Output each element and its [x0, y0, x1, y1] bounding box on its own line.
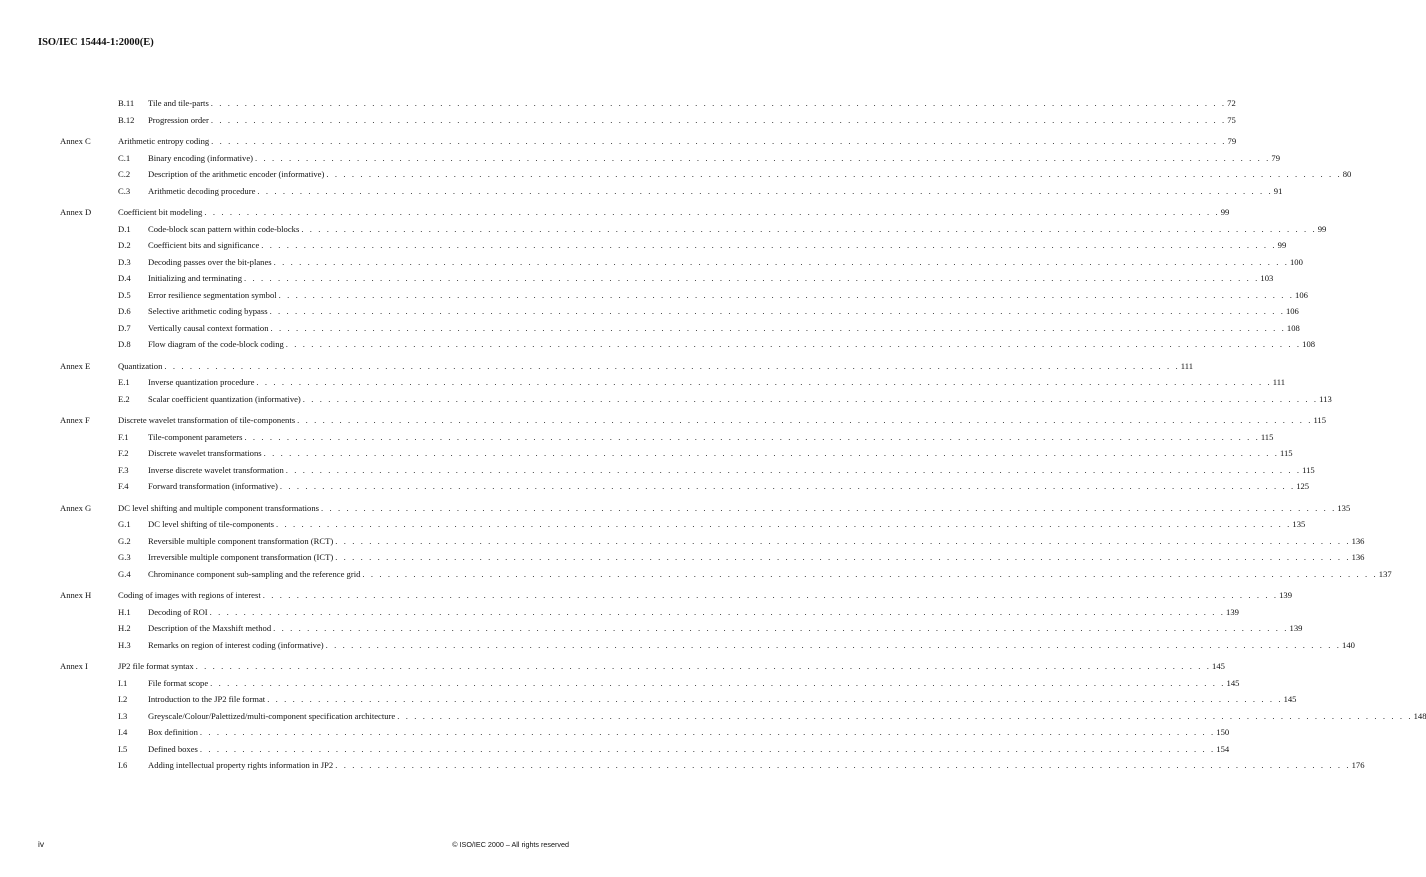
dot-leader: . . . . . . . . . . . . . . . . . . . . . . . . . . . . . . . . . . . . . . . . . . . . . . . . . . . . . . . . . . . . . . . . . . . . . . . . . . . . . . . . . . . . . . . . . . . . . . . . . . . . . . . . . . . . . . . . . . . . . . . .: [362, 568, 1378, 579]
section-number: D.2: [118, 240, 131, 250]
toc-page-number: 139: [1289, 623, 1303, 633]
section-number: E.1: [118, 377, 130, 387]
dot-leader: . . . . . . . . . . . . . . . . . . . . . . . . . . . . . . . . . . . . . . . . . . . . . . . . . . . . . . . . . . . . . . . . . . . . . . . . . . . . . . . . . . . . . . . . . . . . . . . . . . . . . . . . . . . . . . . . . . . . . . . .: [210, 114, 1227, 125]
toc-entry-link[interactable]: [118, 360, 1194, 371]
toc-page-number: 106: [1285, 306, 1299, 316]
annex-label: Annex C: [60, 136, 91, 146]
toc-page-number: 137: [1378, 568, 1392, 579]
dot-leader: . . . . . . . . . . . . . . . . . . . . . . . . . . . . . . . . . . . . . . . . . . . . . . . . . . . . . . . . . . . . . . . . . . . . . . . . . . . . . . . . . . . . . . . . . . . . . . . . . . . . . . . . . . . . . . . . . . . . . . . .: [326, 169, 1342, 179]
toc-page-number: 99: [1277, 240, 1287, 250]
dot-leader: . . . . . . . . . . . . . . . . . . . . . . . . . . . . . . . . . . . . . . . . . . . . . . . . . . . . . . . . . . . . . . . . . . . . . . . . . . . . . . . . . . . . . . . . . . . . . . . . . . . . . . . . . . . . . . . . . . . . . . . .: [297, 415, 1313, 425]
toc-subsection-row: [0, 392, 1332, 409]
dot-leader: . . . . . . . . . . . . . . . . . . . . . . . . . . . . . . . . . . . . . . . . . . . . . . . . . . . . . . . . . . . . . . . . . . . . . . . . . . . . . . . . . . . . . . . . . . . . . . . . . . . . . . . . . . . . . . . . . . . . . . . .: [164, 360, 1180, 371]
section-number: F.1: [118, 431, 129, 442]
toc-page-number: 80: [1342, 169, 1352, 179]
toc-entry-link[interactable]: [148, 223, 1327, 234]
toc-entry-title: JP2 file format syntax: [118, 661, 194, 671]
toc-entry-title: Forward transformation (informative): [148, 481, 278, 491]
dot-leader: . . . . . . . . . . . . . . . . . . . . . . . . . . . . . . . . . . . . . . . . . . . . . . . . . . . . . . . . . . . . . . . . . . . . . . . . . . . . . . . . . . . . . . . . . . . . . . . . . . . . . . . . . . . . . . . . . . . . . . . .: [320, 502, 1337, 513]
toc-page-number: 108: [1286, 322, 1300, 333]
toc-entry-title: Reversible multiple component transformation (RCT): [148, 535, 334, 546]
toc-entry-title: Remarks on region of interest coding (informative): [148, 639, 324, 650]
toc-entry-link[interactable]: [118, 136, 1237, 146]
section-number: F.3: [118, 464, 129, 475]
dot-leader: . . . . . . . . . . . . . . . . . . . . . . . . . . . . . . . . . . . . . . . . . . . . . . . . . . . . . . . . . . . . . . . . . . . . . . . . . . . . . . . . . . . . . . . . . . . . . . . . . . . . . . . . . . . . . . . . . . . . . . . .: [285, 339, 1302, 349]
dot-leader: . . . . . . . . . . . . . . . . . . . . . . . . . . . . . . . . . . . . . . . . . . . . . . . . . . . . . . . . . . . . . . . . . . . . . . . . . . . . . . . . . . . . . . . . . . . . . . . . . . . . . . . . . . . . . . . . . . . . . . . .: [210, 98, 1227, 108]
toc-entry-title: Initializing and terminating: [148, 273, 243, 283]
toc-entry-title: Code-block scan pattern within code-blocks: [148, 223, 300, 234]
toc-entry-title: Coefficient bits and significance: [148, 240, 260, 250]
toc-page-number: 150: [1216, 727, 1230, 737]
dot-leader: . . . . . . . . . . . . . . . . . . . . . . . . . . . . . . . . . . . . . . . . . . . . . . . . . . . . . . . . . . . . . . . . . . . . . . . . . . . . . . . . . . . . . . . . . . . . . . . . . . . . . . . . . . . . . . . . . . . . . . . .: [273, 256, 1289, 267]
toc-page-number: 115: [1313, 415, 1327, 425]
toc-page-number: 106: [1295, 289, 1308, 300]
toc-entry-title: Inverse quantization procedure: [148, 377, 255, 387]
toc-entry-title: Tile-component parameters: [148, 431, 243, 442]
toc-annex-row: [0, 588, 1292, 605]
section-number: G.4: [118, 568, 131, 579]
toc-page-number: 115: [1302, 464, 1315, 475]
toc-entry-link[interactable]: [148, 464, 1315, 475]
toc-annex-row: [0, 205, 1230, 222]
toc-entry-title: File format scope: [148, 677, 209, 688]
section-number: I.6: [118, 760, 128, 770]
toc-entry-link[interactable]: [148, 377, 1286, 387]
annex-label: Annex E: [60, 360, 91, 371]
dot-leader: . . . . . . . . . . . . . . . . . . . . . . . . . . . . . . . . . . . . . . . . . . . . . . . . . . . . . . . . . . . . . . . . . . . . . . . . . . . . . . . . . . . . . . . . . . . . . . . . . . . . . . . . . . . . . . . . . . . . . . . .: [279, 481, 1296, 491]
toc-annex-row: [0, 501, 1351, 518]
toc-entry-link[interactable]: [148, 339, 1316, 349]
toc-entry-title: Description of the arithmetic encoder (informative): [148, 169, 325, 179]
toc-annex-row: [0, 359, 1194, 376]
toc-entry-title: Scalar coefficient quantization (informative): [148, 393, 301, 404]
toc-entry-title: Box definition: [148, 727, 198, 737]
toc-annex-row: [0, 134, 1237, 151]
toc-entry-title: Arithmetic decoding procedure: [148, 185, 256, 196]
toc-subsection-row: [0, 271, 1274, 288]
dot-leader: . . . . . . . . . . . . . . . . . . . . . . . . . . . . . . . . . . . . . . . . . . . . . . . . . . . . . . . . . . . . . . . . . . . . . . . . . . . . . . . . . . . . . . . . . . . . . . . . . . . . . . . . . . . . . . . . . . . . . . . .: [269, 306, 1285, 316]
toc-entry-link[interactable]: [148, 306, 1299, 316]
section-number: F.2: [118, 448, 129, 458]
toc-entry-title: Defined boxes: [148, 743, 198, 754]
dot-leader: . . . . . . . . . . . . . . . . . . . . . . . . . . . . . . . . . . . . . . . . . . . . . . . . . . . . . . . . . . . . . . . . . . . . . . . . . . . . . . . . . . . . . . . . . . . . . . . . . . . . . . . . . . . . . . . . . . . . . . . .: [255, 152, 1271, 163]
toc-subsection-row: [0, 304, 1299, 321]
toc-page-number: 145: [1283, 694, 1297, 704]
toc-entry-title: Irreversible multiple component transformation (ICT): [148, 552, 334, 562]
toc-page-number: 140: [1342, 639, 1355, 650]
toc-subsection-row: [0, 430, 1274, 447]
toc-entry-title: Binary encoding (informative): [148, 152, 254, 163]
section-number: G.2: [118, 535, 131, 546]
dot-leader: . . . . . . . . . . . . . . . . . . . . . . . . . . . . . . . . . . . . . . . . . . . . . . . . . . . . . . . . . . . . . . . . . . . . . . . . . . . . . . . . . . . . . . . . . . . . . . . . . . . . . . . . . . . . . . . . . . . . . . . .: [263, 448, 1279, 458]
toc-page-number: 139: [1226, 606, 1239, 617]
toc-page-number: 176: [1351, 760, 1365, 770]
toc-page-number: 115: [1279, 448, 1293, 458]
annex-label: Annex I: [60, 661, 88, 671]
toc-entry-title: Selective arithmetic coding bypass: [148, 306, 268, 316]
toc-entry-link[interactable]: [148, 322, 1300, 333]
toc-subsection-row: [0, 676, 1240, 693]
section-number: D.8: [118, 339, 131, 349]
toc-entry-link[interactable]: [148, 710, 1426, 721]
toc-entry-link[interactable]: [118, 502, 1351, 513]
toc-subsection-row: [0, 238, 1287, 255]
toc-entry-link[interactable]: [148, 185, 1283, 196]
toc-entry-link[interactable]: [118, 207, 1230, 217]
dot-leader: . . . . . . . . . . . . . . . . . . . . . . . . . . . . . . . . . . . . . . . . . . . . . . . . . . . . . . . . . . . . . . . . . . . . . . . . . . . . . . . . . . . . . . . . . . . . . . . . . . . . . . . . . . . . . . . . . . . . . . . .: [301, 223, 1317, 234]
dot-leader: . . . . . . . . . . . . . . . . . . . . . . . . . . . . . . . . . . . . . . . . . . . . . . . . . . . . . . . . . . . . . . . . . . . . . . . . . . . . . . . . . . . . . . . . . . . . . . . . . . . . . . . . . . . . . . . . . . . . . . . .: [257, 185, 1273, 196]
toc-page-number: 72: [1227, 98, 1236, 108]
toc-entry-title: DC level shifting and multiple component transformations: [118, 502, 319, 513]
toc-page-number: 75: [1227, 114, 1236, 125]
toc-subsection-row: [0, 567, 1392, 584]
toc-subsection-row: [0, 337, 1316, 354]
dot-leader: . . . . . . . . . . . . . . . . . . . . . . . . . . . . . . . . . . . . . . . . . . . . . . . . . . . . . . . . . . . . . . . . . . . . . . . . . . . . . . . . . . . . . . . . . . . . . . . . . . . . . . . . . . . . . . . . . . . . . . . .: [244, 431, 1260, 442]
toc-entry-link[interactable]: [148, 114, 1236, 125]
toc-page-number: 125: [1296, 481, 1310, 491]
toc-subsection-row: [0, 638, 1355, 655]
dot-leader: . . . . . . . . . . . . . . . . . . . . . . . . . . . . . . . . . . . . . . . . . . . . . . . . . . . . . . . . . . . . . . . . . . . . . . . . . . . . . . . . . . . . . . . . . . . . . . . . . . . . . . . . . . . . . . . . . . . . . . . .: [335, 535, 1351, 546]
toc-subsection-row: [0, 375, 1286, 392]
toc-entry-title: Chrominance component sub-sampling and the reference grid: [148, 568, 361, 579]
section-number: D.7: [118, 322, 131, 333]
toc-entry-link[interactable]: [148, 552, 1365, 562]
copyright-notice: © ISO/IEC 2000 – All rights reserved: [452, 840, 569, 849]
toc-entry-title: Arithmetic entropy coding: [118, 136, 210, 146]
toc-page-number: 136: [1351, 535, 1365, 546]
toc-page-number: 99: [1317, 223, 1327, 234]
dot-leader: . . . . . . . . . . . . . . . . . . . . . . . . . . . . . . . . . . . . . . . . . . . . . . . . . . . . . . . . . . . . . . . . . . . . . . . . . . . . . . . . . . . . . . . . . . . . . . . . . . . . . . . . . . . . . . . . . . . . . . . .: [199, 727, 1216, 737]
toc-entry-title: Coefficient bit modeling: [118, 207, 203, 217]
section-number: G.3: [118, 552, 131, 562]
section-number: D.1: [118, 223, 131, 234]
section-number: G.1: [118, 519, 131, 529]
toc-page-number: 139: [1279, 590, 1292, 600]
page-number: iv: [38, 839, 45, 849]
toc-entry-link[interactable]: [148, 694, 1297, 704]
toc-page-number: 154: [1216, 743, 1230, 754]
toc-entry-link[interactable]: [118, 590, 1292, 600]
toc-entry-title: Coding of images with regions of interest: [118, 590, 261, 600]
dot-leader: . . . . . . . . . . . . . . . . . . . . . . . . . . . . . . . . . . . . . . . . . . . . . . . . . . . . . . . . . . . . . . . . . . . . . . . . . . . . . . . . . . . . . . . . . . . . . . . . . . . . . . . . . . . . . . . . . . . . . . . .: [276, 519, 1292, 529]
toc-subsection-row: [0, 167, 1352, 184]
toc-entry-title: Tile and tile-parts: [148, 98, 209, 108]
section-number: C.2: [118, 169, 131, 179]
dot-leader: . . . . . . . . . . . . . . . . . . . . . . . . . . . . . . . . . . . . . . . . . . . . . . . . . . . . . . . . . . . . . . . . . . . . . . . . . . . . . . . . . . . . . . . . . . . . . . . . . . . . . . . . . . . . . . . . . . . . . . . .: [302, 393, 1319, 404]
toc-entry-title: Decoding passes over the bit-planes: [148, 256, 272, 267]
section-number: I.2: [118, 694, 128, 704]
toc-subsection-row: [0, 534, 1365, 551]
toc-entry-link[interactable]: [148, 393, 1332, 404]
toc-entry-link[interactable]: [148, 448, 1293, 458]
section-number: D.3: [118, 256, 131, 267]
annex-label: Annex D: [60, 207, 92, 217]
toc-entry-title: Introduction to the JP2 file format: [148, 694, 266, 704]
toc-subsection-row: [0, 288, 1308, 305]
dot-leader: . . . . . . . . . . . . . . . . . . . . . . . . . . . . . . . . . . . . . . . . . . . . . . . . . . . . . . . . . . . . . . . . . . . . . . . . . . . . . . . . . . . . . . . . . . . . . . . . . . . . . . . . . . . . . . . . . . . . . . . .: [273, 623, 1289, 633]
toc-subsection-row: [0, 96, 1236, 113]
toc-subsection-row: [0, 479, 1310, 496]
toc-page-number: 91: [1273, 185, 1283, 196]
toc-subsection-row: [0, 758, 1365, 775]
dot-leader: . . . . . . . . . . . . . . . . . . . . . . . . . . . . . . . . . . . . . . . . . . . . . . . . . . . . . . . . . . . . . . . . . . . . . . . . . . . . . . . . . . . . . . . . . . . . . . . . . . . . . . . . . . . . . . . . . . . . . . . .: [397, 710, 1413, 721]
dot-leader: . . . . . . . . . . . . . . . . . . . . . . . . . . . . . . . . . . . . . . . . . . . . . . . . . . . . . . . . . . . . . . . . . . . . . . . . . . . . . . . . . . . . . . . . . . . . . . . . . . . . . . . . . . . . . . . . . . . . . . . .: [335, 552, 1351, 562]
toc-entry-title: Discrete wavelet transformation of tile-components: [118, 415, 296, 425]
toc-subsection-row: [0, 151, 1280, 168]
toc-page-number: 113: [1319, 393, 1332, 404]
toc-subsection-row: [0, 692, 1297, 709]
document-identifier: ISO/IEC 15444-1:2000(E): [38, 37, 154, 48]
toc-subsection-row: [0, 463, 1315, 480]
toc-subsection-row: [0, 113, 1236, 130]
dot-leader: . . . . . . . . . . . . . . . . . . . . . . . . . . . . . . . . . . . . . . . . . . . . . . . . . . . . . . . . . . . . . . . . . . . . . . . . . . . . . . . . . . . . . . . . . . . . . . . . . . . . . . . . . . . . . . . . . . . . . . . .: [278, 289, 1295, 300]
toc-entry-title: Quantization: [118, 360, 163, 371]
section-number: C.3: [118, 185, 131, 196]
dot-leader: . . . . . . . . . . . . . . . . . . . . . . . . . . . . . . . . . . . . . . . . . . . . . . . . . . . . . . . . . . . . . . . . . . . . . . . . . . . . . . . . . . . . . . . . . . . . . . . . . . . . . . . . . . . . . . . . . . . . . . . .: [199, 743, 1216, 754]
dot-leader: . . . . . . . . . . . . . . . . . . . . . . . . . . . . . . . . . . . . . . . . . . . . . . . . . . . . . . . . . . . . . . . . . . . . . . . . . . . . . . . . . . . . . . . . . . . . . . . . . . . . . . . . . . . . . . . . . . . . . . . .: [195, 661, 1212, 671]
toc-entry-link[interactable]: [148, 639, 1355, 650]
toc-entry-link[interactable]: [148, 431, 1274, 442]
section-number: I.5: [118, 743, 128, 754]
toc-entry-title: Vertically causal context formation: [148, 322, 269, 333]
toc-subsection-row: [0, 742, 1230, 759]
annex-label: Annex F: [60, 415, 90, 425]
toc-entry-link[interactable]: [148, 760, 1365, 770]
section-number: D.5: [118, 289, 131, 300]
dot-leader: . . . . . . . . . . . . . . . . . . . . . . . . . . . . . . . . . . . . . . . . . . . . . . . . . . . . . . . . . . . . . . . . . . . . . . . . . . . . . . . . . . . . . . . . . . . . . . . . . . . . . . . . . . . . . . . . . . . . . . . .: [209, 606, 1226, 617]
dot-leader: . . . . . . . . . . . . . . . . . . . . . . . . . . . . . . . . . . . . . . . . . . . . . . . . . . . . . . . . . . . . . . . . . . . . . . . . . . . . . . . . . . . . . . . . . . . . . . . . . . . . . . . . . . . . . . . . . . . . . . . .: [267, 694, 1283, 704]
section-number: C.1: [118, 152, 131, 163]
section-number: H.1: [118, 606, 131, 617]
toc-entry-title: Description of the Maxshift method: [148, 623, 272, 633]
section-number: H.2: [118, 623, 131, 633]
toc-page-number: 135: [1292, 519, 1306, 529]
toc-page-number: 136: [1351, 552, 1365, 562]
toc-entry-link[interactable]: [148, 677, 1240, 688]
toc-entry-title: Decoding of ROI: [148, 606, 208, 617]
toc-page-number: 135: [1337, 502, 1351, 513]
toc-page-number: 111: [1180, 360, 1194, 371]
toc-entry-link[interactable]: [148, 743, 1230, 754]
toc-subsection-row: [0, 725, 1230, 742]
dot-leader: . . . . . . . . . . . . . . . . . . . . . . . . . . . . . . . . . . . . . . . . . . . . . . . . . . . . . . . . . . . . . . . . . . . . . . . . . . . . . . . . . . . . . . . . . . . . . . . . . . . . . . . . . . . . . . . . . . . . . . . .: [261, 240, 1277, 250]
dot-leader: . . . . . . . . . . . . . . . . . . . . . . . . . . . . . . . . . . . . . . . . . . . . . . . . . . . . . . . . . . . . . . . . . . . . . . . . . . . . . . . . . . . . . . . . . . . . . . . . . . . . . . . . . . . . . . . . . . . . . . . .: [256, 377, 1272, 387]
toc-page-number: 103: [1260, 273, 1274, 283]
toc-page-number: 100: [1290, 256, 1303, 267]
toc-entry-link[interactable]: [148, 169, 1352, 179]
toc-page-number: 145: [1212, 661, 1225, 671]
toc-entry-link[interactable]: [148, 568, 1392, 579]
toc-page-number: 111: [1272, 377, 1286, 387]
toc-page-number: 79: [1271, 152, 1280, 163]
dot-leader: . . . . . . . . . . . . . . . . . . . . . . . . . . . . . . . . . . . . . . . . . . . . . . . . . . . . . . . . . . . . . . . . . . . . . . . . . . . . . . . . . . . . . . . . . . . . . . . . . . . . . . . . . . . . . . . . . . . . . . . .: [285, 464, 1302, 475]
toc-annex-row: [0, 413, 1327, 430]
section-number: F.4: [118, 481, 129, 491]
annex-label: Annex G: [60, 502, 92, 513]
toc-page-number: 99: [1220, 207, 1230, 217]
section-number: D.4: [118, 273, 131, 283]
toc-entry-title: Adding intellectual property rights information in JP2: [148, 760, 334, 770]
toc-entry-title: Greyscale/Colour/Palettized/multi-component specification architecture: [148, 710, 396, 721]
toc-subsection-row: [0, 621, 1303, 638]
toc-entry-title: DC level shifting of tile-components: [148, 519, 275, 529]
section-number: B.11: [118, 98, 135, 108]
toc-subsection-row: [0, 446, 1293, 463]
section-number: E.2: [118, 393, 130, 404]
toc-entry-title: Progression order: [148, 114, 209, 125]
toc-entry-title: Discrete wavelet transformations: [148, 448, 262, 458]
dot-leader: . . . . . . . . . . . . . . . . . . . . . . . . . . . . . . . . . . . . . . . . . . . . . . . . . . . . . . . . . . . . . . . . . . . . . . . . . . . . . . . . . . . . . . . . . . . . . . . . . . . . . . . . . . . . . . . . . . . . . . . .: [325, 639, 1342, 650]
toc-entry-link[interactable]: [118, 415, 1327, 425]
dot-leader: . . . . . . . . . . . . . . . . . . . . . . . . . . . . . . . . . . . . . . . . . . . . . . . . . . . . . . . . . . . . . . . . . . . . . . . . . . . . . . . . . . . . . . . . . . . . . . . . . . . . . . . . . . . . . . . . . . . . . . . .: [244, 273, 1260, 283]
toc-subsection-row: [0, 184, 1283, 201]
toc-entry-link[interactable]: [148, 256, 1303, 267]
toc-entry-link[interactable]: [118, 661, 1225, 671]
dot-leader: . . . . . . . . . . . . . . . . . . . . . . . . . . . . . . . . . . . . . . . . . . . . . . . . . . . . . . . . . . . . . . . . . . . . . . . . . . . . . . . . . . . . . . . . . . . . . . . . . . . . . . . . . . . . . . . . . . . . . . . .: [204, 207, 1220, 217]
toc-entry-title: Error resilience segmentation symbol: [148, 289, 277, 300]
dot-leader: . . . . . . . . . . . . . . . . . . . . . . . . . . . . . . . . . . . . . . . . . . . . . . . . . . . . . . . . . . . . . . . . . . . . . . . . . . . . . . . . . . . . . . . . . . . . . . . . . . . . . . . . . . . . . . . . . . . . . . . .: [262, 590, 1279, 600]
section-number: D.6: [118, 306, 131, 316]
toc-entry-link[interactable]: [148, 519, 1306, 529]
section-number: I.4: [118, 727, 128, 737]
toc-entry-link[interactable]: [148, 289, 1308, 300]
toc-entry-link[interactable]: [148, 535, 1365, 546]
dot-leader: . . . . . . . . . . . . . . . . . . . . . . . . . . . . . . . . . . . . . . . . . . . . . . . . . . . . . . . . . . . . . . . . . . . . . . . . . . . . . . . . . . . . . . . . . . . . . . . . . . . . . . . . . . . . . . . . . . . . . . . .: [211, 136, 1227, 146]
dot-leader: . . . . . . . . . . . . . . . . . . . . . . . . . . . . . . . . . . . . . . . . . . . . . . . . . . . . . . . . . . . . . . . . . . . . . . . . . . . . . . . . . . . . . . . . . . . . . . . . . . . . . . . . . . . . . . . . . . . . . . . .: [335, 760, 1351, 770]
section-number: I.3: [118, 710, 128, 721]
toc-annex-row: [0, 659, 1225, 676]
section-number: H.3: [118, 639, 131, 650]
toc-entry-title: Inverse discrete wavelet transformation: [148, 464, 284, 475]
toc-entry-link[interactable]: [148, 606, 1239, 617]
toc-subsection-row: [0, 255, 1303, 272]
toc-subsection-row: [0, 550, 1365, 567]
section-number: B.12: [118, 114, 135, 125]
toc-entry-title: Flow diagram of the code-block coding: [148, 339, 284, 349]
toc-subsection-row: [0, 321, 1300, 338]
section-number: I.1: [118, 677, 128, 688]
dot-leader: . . . . . . . . . . . . . . . . . . . . . . . . . . . . . . . . . . . . . . . . . . . . . . . . . . . . . . . . . . . . . . . . . . . . . . . . . . . . . . . . . . . . . . . . . . . . . . . . . . . . . . . . . . . . . . . . . . . . . . . .: [210, 677, 1226, 688]
toc-page-number: 115: [1260, 431, 1274, 442]
toc-page-number: 108: [1302, 339, 1316, 349]
toc-page-number: 148: [1413, 710, 1426, 721]
toc-entry-link[interactable]: [148, 273, 1274, 283]
annex-label: Annex H: [60, 590, 92, 600]
toc-entry-link[interactable]: [148, 481, 1310, 491]
toc-subsection-row: [0, 222, 1327, 239]
toc-entry-link[interactable]: [148, 98, 1236, 108]
toc-entry-link[interactable]: [148, 623, 1303, 633]
toc-subsection-row: [0, 709, 1426, 726]
toc-subsection-row: [0, 605, 1239, 622]
toc-entry-link[interactable]: [148, 240, 1287, 250]
toc-entry-link[interactable]: [148, 152, 1280, 163]
table-of-contents: [0, 96, 1426, 775]
toc-entry-link[interactable]: [148, 727, 1230, 737]
dot-leader: . . . . . . . . . . . . . . . . . . . . . . . . . . . . . . . . . . . . . . . . . . . . . . . . . . . . . . . . . . . . . . . . . . . . . . . . . . . . . . . . . . . . . . . . . . . . . . . . . . . . . . . . . . . . . . . . . . . . . . . .: [270, 322, 1286, 333]
toc-page-number: 79: [1227, 136, 1237, 146]
toc-page-number: 145: [1226, 677, 1240, 688]
toc-subsection-row: [0, 517, 1306, 534]
